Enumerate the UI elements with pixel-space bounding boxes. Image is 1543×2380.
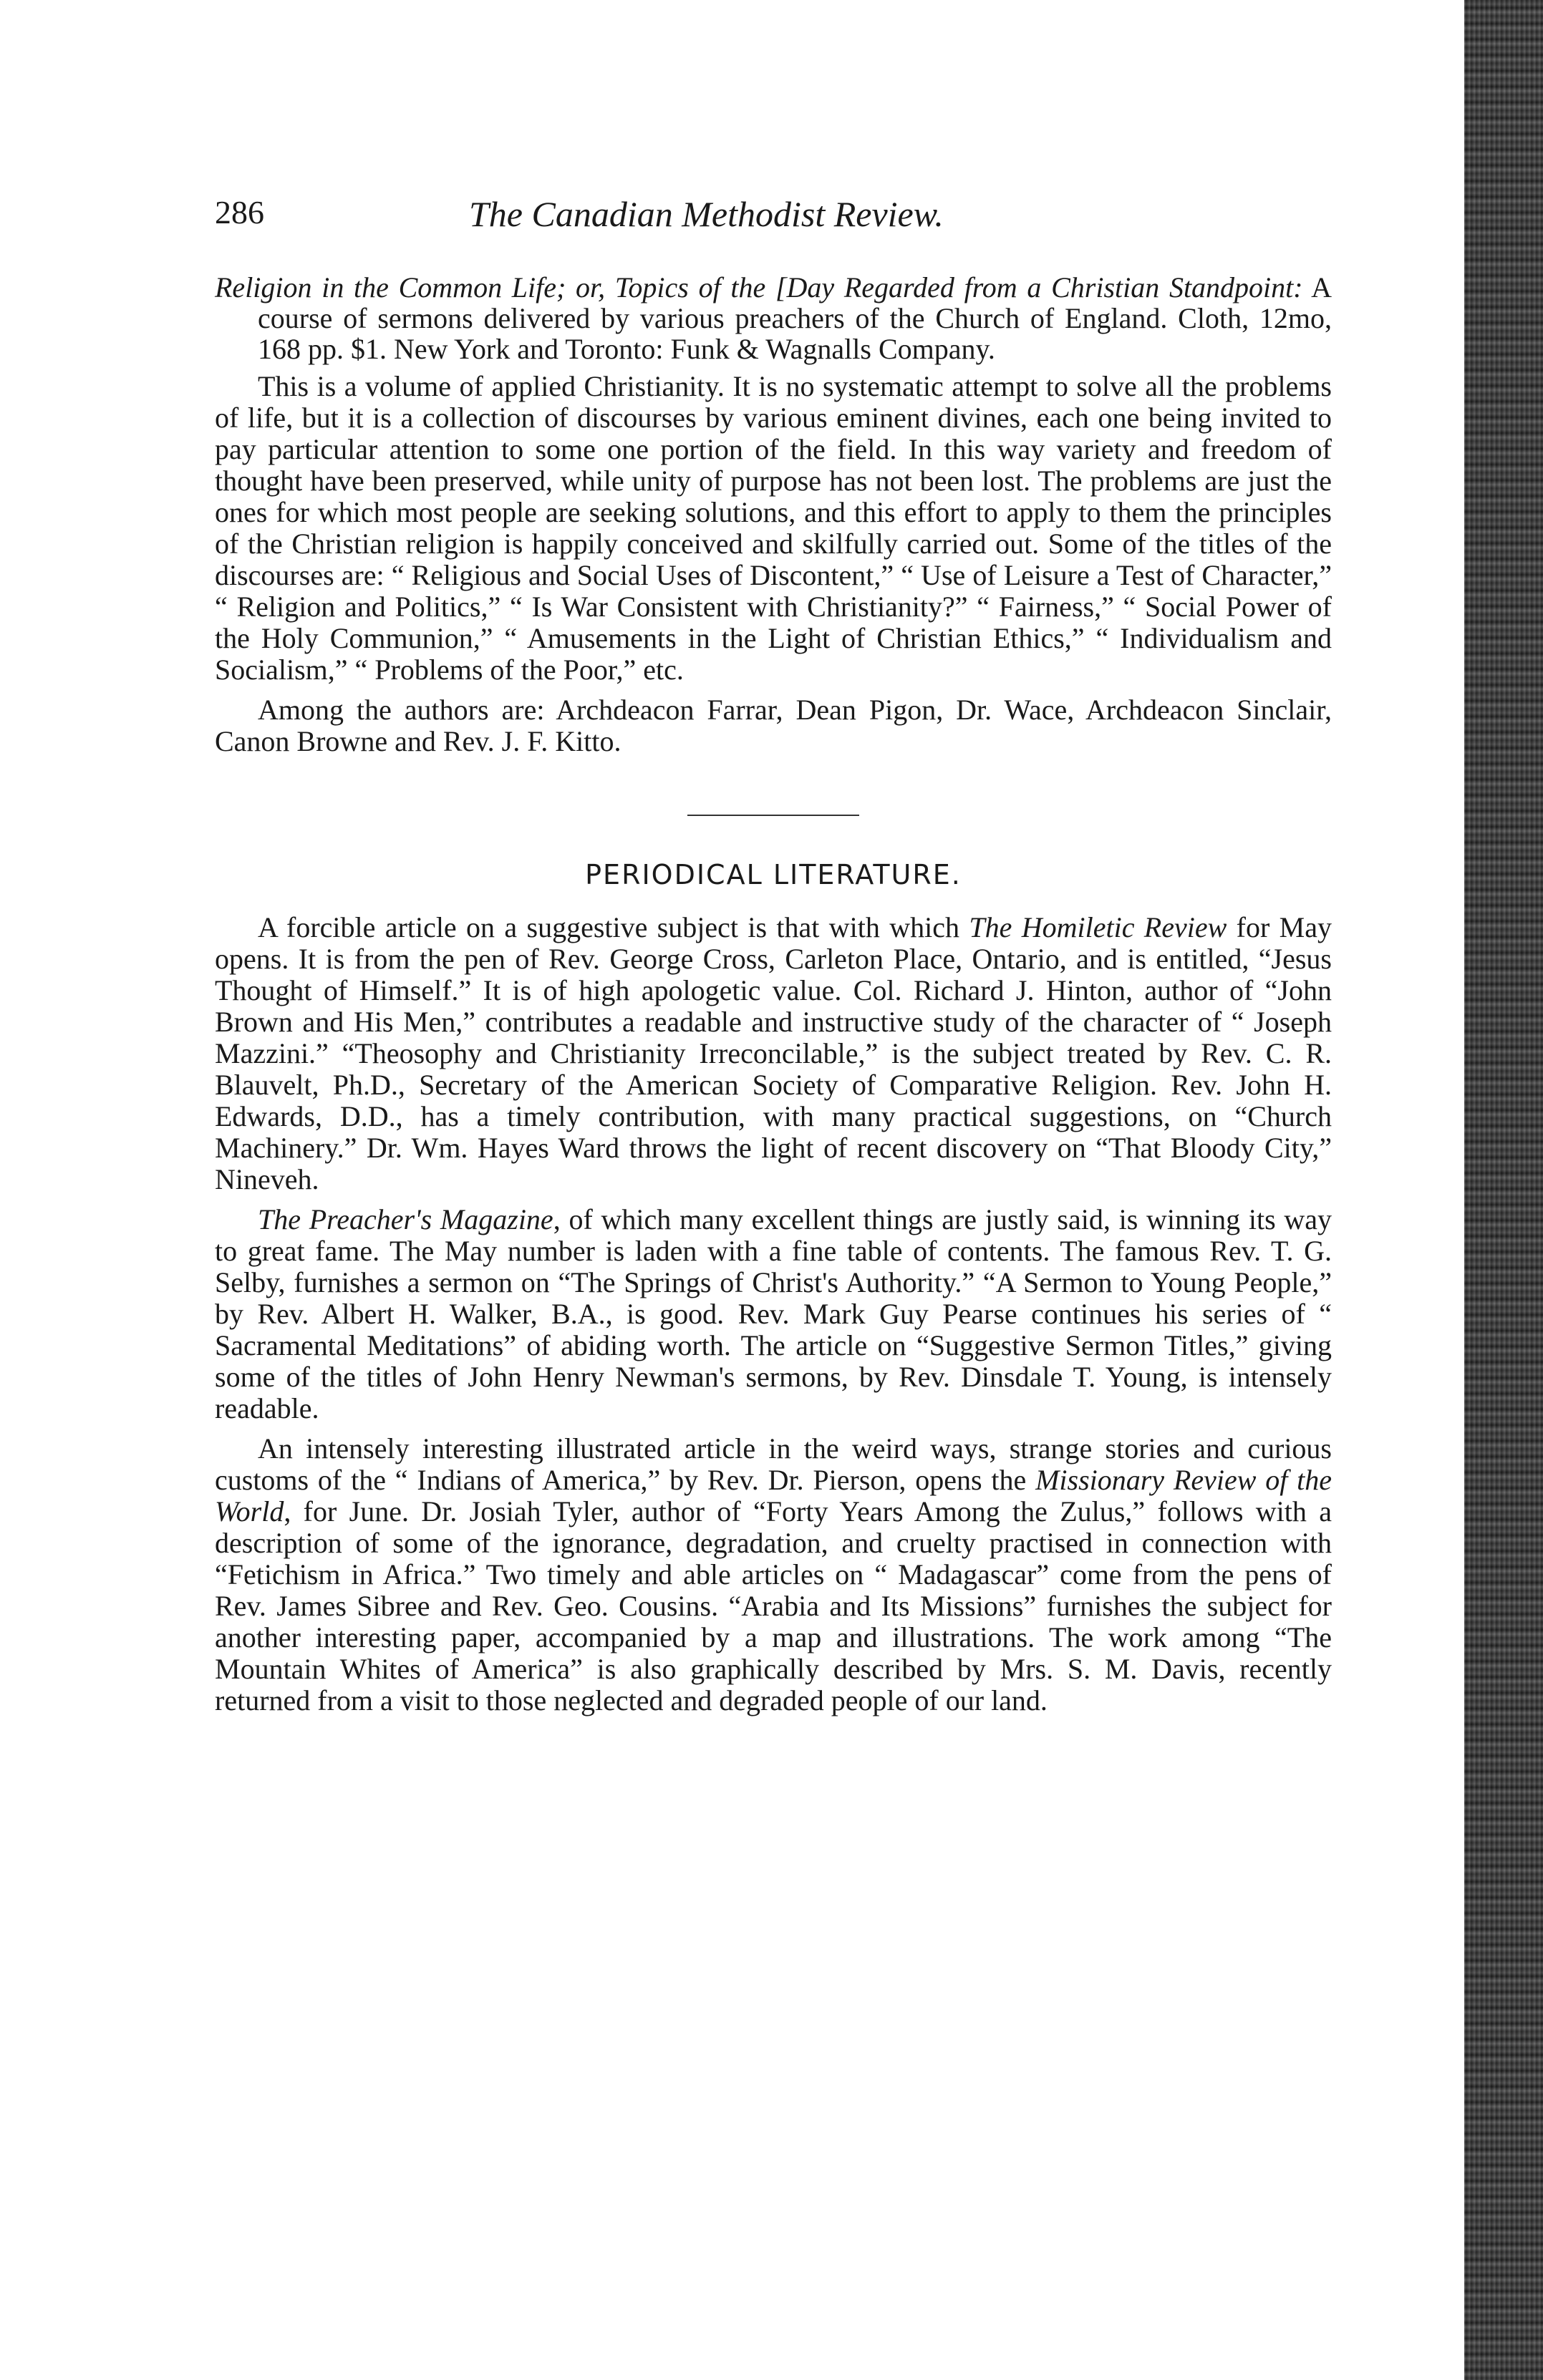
book-notice bbox=[215, 272, 1332, 757]
text-column bbox=[215, 272, 1332, 1725]
paragraph-homiletic bbox=[215, 912, 1332, 1195]
paragraph-missionary bbox=[215, 1433, 1332, 1716]
book-description: A course of sermons delivered by various preachers of the Church of England. Cloth, 12mo, 168 pp. $1. New York and Toronto: Funk & Wagnalls Company. bbox=[258, 271, 1332, 366]
p3-journal: Missionary Review of the World bbox=[215, 1463, 1332, 1527]
page-header bbox=[215, 193, 1332, 258]
book-citation bbox=[215, 272, 1332, 365]
book-review: This is a volume of applied Christianity. It is no systematic attempt to solve all the problems of life, but it is a collection of discourses by various eminent divines, each one being invited to pay particular attention to some one portion of the field. In this way variety and freedom of thought have been preserved, while unity of purpose has not been lost. The problems are just the ones for which most people are seeking solutions, and this effort to apply to them the principles of the Christian religion is happily conceived and skilfully carried out. Some of the titles of the discourses are: “ Religious and Social Uses of Discontent,” “ Use of Leisure a Test of Character,” “ Religion and Politics,” “ Is War Consistent with Christianity?” “ Fairness,” “ Social Power of the Holy Communion,” “ Amusements in the Light of Christian Ethics,” “ Individualism and Socialism,” “ Problems of the Poor,” etc. bbox=[215, 369, 1332, 686]
paragraph-preacher bbox=[215, 1204, 1332, 1424]
p3-start: An intensely interesting illustrated article in the weird ways, strange stories and curious customs of the “ Indians of America,” by Rev. Dr. Pierson, opens the bbox=[215, 1432, 1332, 1496]
p3-rest: , for June. Dr. Josiah Tyler, author of “Forty Years Among the Zulus,” follows with a description of some of the ignorance, degradation, and cruelty practised in connection with “Fetichism in Africa.” Two timely and able articles on “ Madagascar” come from the pens of Rev. James Sibree and Rev. Geo. Cousins. “Arabia and Its Missions” furnishes the subject for another interesting paper, accompanied by a map and illustrations. The work among “The Mountain Whites of America” is also graphically described by Mrs. S. M. Davis, recently returned from a visit to those neglected and degraded people of our land. bbox=[215, 1495, 1332, 1716]
p1-rest: for May opens. It is from the pen of Rev. George Cross, Carleton Place, Ontario, and is entitled, “Jesus Thought of Himself.” It is of high apologetic value. Col. Richard J. Hinton, author of “John Brown and His Men,” contributes a readable and instructive study of the character of “ Joseph Mazzini.” “Theosophy and Christianity Irreconcilable,” is the subject treated by Rev. C. R. Blauvelt, Ph.D., Secretary of the American Society of Comparative Religion. Rev. John H. Edwards, D.D., has a timely contribution, with many practical suggestions, on “Church Machinery.” Dr. Wm. Hayes Ward throws the light of recent discovery on “That Bloody City,” Nineveh. bbox=[215, 910, 1332, 1195]
p2-journal: The Preacher's Magazine bbox=[258, 1203, 553, 1235]
p1-journal: The Homiletic Review bbox=[969, 910, 1227, 943]
page-number: 286 bbox=[215, 194, 264, 230]
section-divider bbox=[687, 815, 859, 816]
p1-start: A forcible article on a suggestive subject is that with which bbox=[258, 910, 969, 943]
p2-rest: , of which many excellent things are justly said, is winning its way to great fame. The May number is laden with a fine table of contents. The famous Rev. T. G. Selby, furnishes a sermon on “The Springs of Christ's Authority.” “A Sermon to Young People,” by Rev. Albert H. Walker, B.A., is good. Rev. Mark Guy Pearse continues his series of “ Sacramental Meditations” of abiding worth. The article on “Suggestive Sermon Titles,” giving some of the titles of John Henry Newman's sermons, by Rev. Dinsdale T. Young, is intensely readable. bbox=[215, 1203, 1332, 1424]
running-title: The Canadian Methodist Review. bbox=[469, 194, 944, 234]
book-title: Religion in the Common Life; or, Topics of the [Day Regarded from a Christian Standpoint: bbox=[215, 271, 1303, 303]
section-title: PERIODICAL LITERATURE. bbox=[585, 858, 962, 890]
book-authors: Among the authors are: Archdeacon Farrar, Dean Pigon, Dr. Wace, Archdeacon Sinclair, Canon Browne and Rev. J. F. Kitto. bbox=[215, 693, 1332, 757]
binding-edge bbox=[1464, 0, 1543, 2380]
